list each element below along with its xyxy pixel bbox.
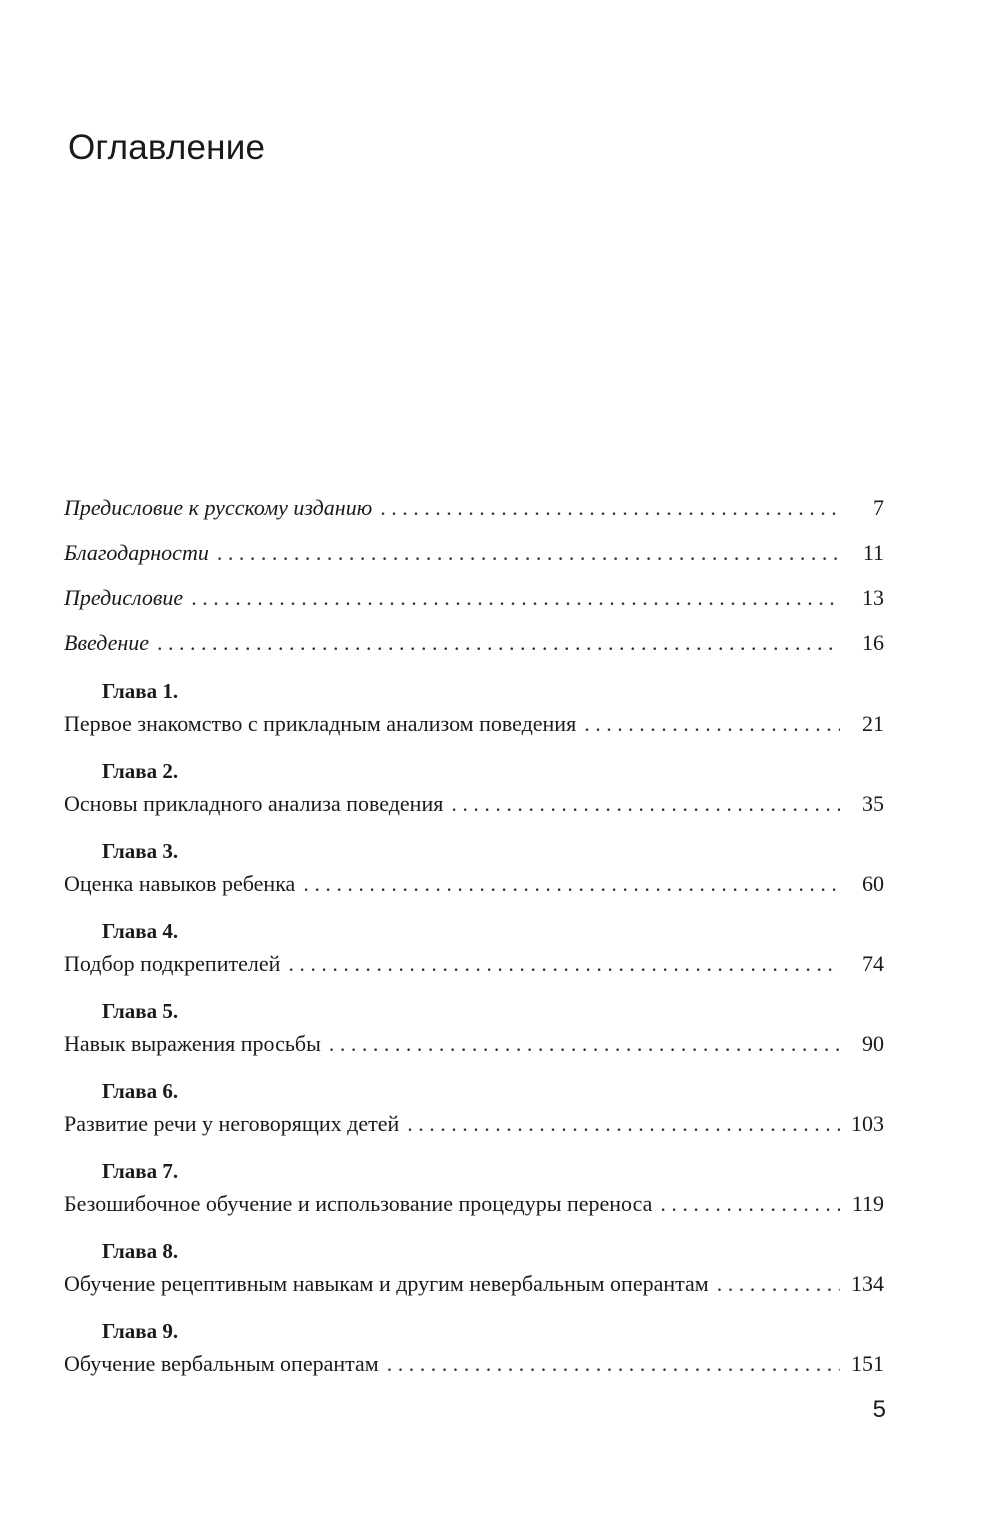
dot-leader <box>387 1350 840 1378</box>
toc-entry[interactable] <box>64 870 884 914</box>
toc-chapter <box>64 1074 884 1154</box>
table-of-contents <box>64 494 884 1394</box>
toc-page-number: 90 <box>862 1031 884 1056</box>
toc-entry-label: Подбор подкрепителей <box>64 951 281 976</box>
toc-entry[interactable] <box>64 710 884 754</box>
chapter-heading: Глава 5. <box>102 999 179 1023</box>
toc-entry[interactable] <box>64 629 884 674</box>
toc-entry[interactable] <box>64 1030 884 1074</box>
toc-page-number: 103 <box>851 1111 884 1136</box>
dot-leader <box>584 710 840 738</box>
toc-entry-label: Первое знакомство с прикладным анализом поведения <box>64 711 577 736</box>
toc-entry[interactable] <box>64 1110 884 1154</box>
toc-chapter <box>64 1154 884 1234</box>
chapter-heading: Глава 1. <box>102 679 179 703</box>
toc-entry-label: Основы прикладного анализа поведения <box>64 791 444 816</box>
toc-entry-label: Безошибочное обучение и использование процедуры переноса <box>64 1191 653 1216</box>
toc-entry-label: Обучение рецептивным навыкам и другим невербальным оперантам <box>64 1271 709 1296</box>
toc-entry-label: Оценка навыков ребенка <box>64 871 296 896</box>
toc-page-number: 16 <box>862 630 884 655</box>
toc-page-number: 21 <box>862 711 884 736</box>
dot-leader <box>451 790 840 818</box>
toc-chapter <box>64 834 884 914</box>
toc-entry-label: Введение <box>64 630 150 655</box>
dot-leader <box>660 1190 840 1218</box>
chapter-heading: Глава 4. <box>102 919 179 943</box>
toc-page-number: 60 <box>862 871 884 896</box>
page-number: 5 <box>872 1396 886 1423</box>
toc-chapter <box>64 914 884 994</box>
toc-entry-label: Навык выражения просьбы <box>64 1031 321 1056</box>
page-title: Оглавление <box>68 128 266 167</box>
toc-entry-label: Предисловие к русскому изданию <box>64 495 373 520</box>
toc-page-number: 74 <box>862 951 884 976</box>
dot-leader <box>217 539 840 567</box>
toc-chapter <box>64 994 884 1074</box>
toc-entry[interactable] <box>64 1270 884 1314</box>
toc-page-number: 7 <box>873 495 884 520</box>
toc-entry-label: Предисловие <box>64 585 184 610</box>
dot-leader <box>329 1030 840 1058</box>
toc-chapter <box>64 754 884 834</box>
dot-leader <box>191 584 840 612</box>
toc-entry[interactable] <box>64 494 884 539</box>
chapter-heading: Глава 6. <box>102 1079 179 1103</box>
chapter-heading: Глава 3. <box>102 839 179 863</box>
dot-leader <box>380 494 840 522</box>
toc-page-number: 151 <box>851 1351 884 1376</box>
toc-page-number: 11 <box>862 540 884 565</box>
toc-page-number: 134 <box>851 1271 884 1296</box>
toc-entry[interactable] <box>64 790 884 834</box>
toc-chapter <box>64 1234 884 1314</box>
dot-leader <box>157 629 840 657</box>
toc-entry[interactable] <box>64 539 884 584</box>
toc-entry[interactable] <box>64 584 884 629</box>
chapter-heading: Глава 2. <box>102 759 179 783</box>
toc-chapter <box>64 674 884 754</box>
toc-entry-label: Обучение вербальным оперантам <box>64 1351 379 1376</box>
toc-entry-label: Развитие речи у неговорящих детей <box>64 1111 400 1136</box>
chapter-heading: Глава 8. <box>102 1239 179 1263</box>
dot-leader <box>407 1110 840 1138</box>
toc-chapter <box>64 1314 884 1394</box>
toc-entry[interactable] <box>64 950 884 994</box>
dot-leader <box>717 1270 840 1298</box>
dot-leader <box>303 870 840 898</box>
toc-entry[interactable] <box>64 1350 884 1394</box>
chapter-heading: Глава 7. <box>102 1159 179 1183</box>
toc-entry[interactable] <box>64 1190 884 1234</box>
chapter-heading: Глава 9. <box>102 1319 179 1343</box>
toc-page-number: 35 <box>862 791 884 816</box>
toc-page-number: 13 <box>862 585 884 610</box>
toc-entry-label: Благодарности <box>64 540 209 565</box>
toc-page-number: 119 <box>851 1191 884 1216</box>
dot-leader <box>288 950 840 978</box>
